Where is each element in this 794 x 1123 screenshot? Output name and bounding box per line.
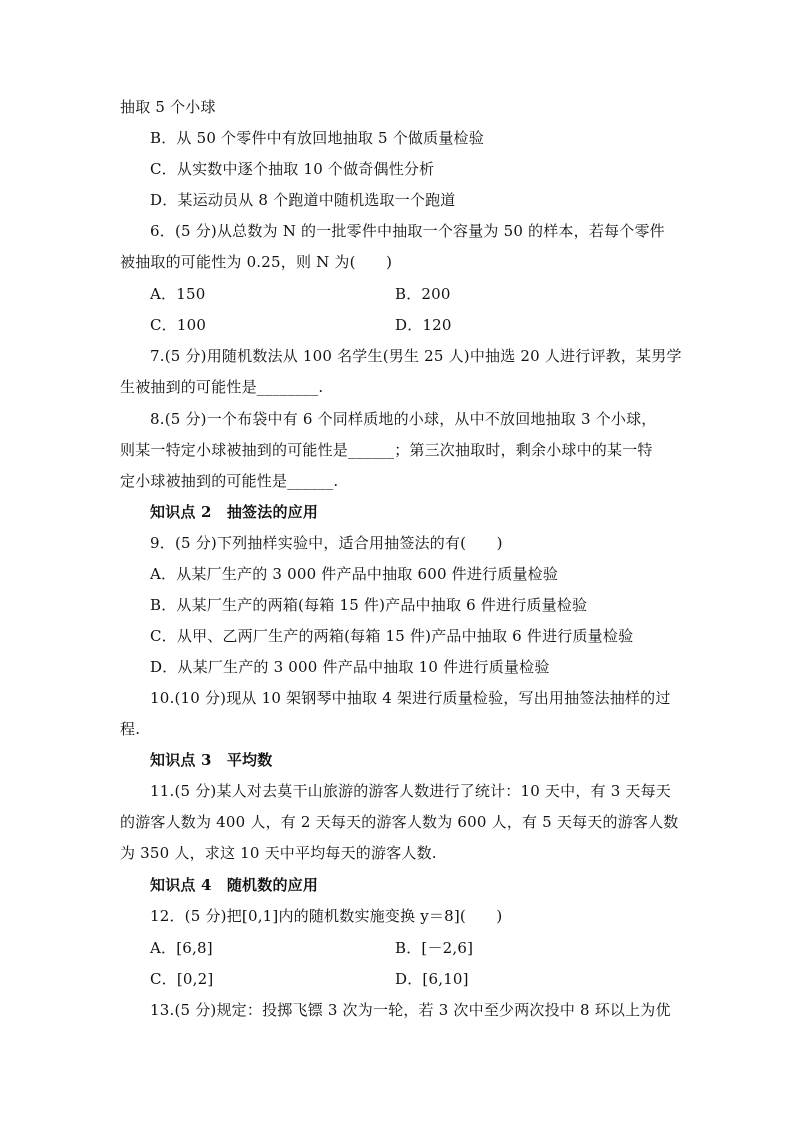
question-7-line: 7.(5 分)用随机数法从 100 名学生(男生 25 人)中抽选 20 人进行评教，某男学 xyxy=(150,347,682,365)
option-line: D．从某厂生产的 3 000 件产品中抽取 10 件进行质量检验 xyxy=(150,658,550,676)
option-line: B．从 50 个零件中有放回地抽取 5 个做质量检验 xyxy=(150,129,484,147)
q12-option-c: C．[0,2] xyxy=(150,970,214,988)
question-7-line: 生被抽到的可能性是________. xyxy=(120,378,324,396)
q12-option-a: A．[6,8] xyxy=(150,939,213,957)
option-line: A．从某厂生产的 3 000 件产品中抽取 600 件进行质量检验 xyxy=(150,565,559,583)
q12-option-d: D．[6,10] xyxy=(395,970,469,988)
text-line: 抽取 5 个小球 xyxy=(120,98,216,116)
question-11-line: 的游客人数为 400 人，有 2 天每天的游客人数为 600 人，有 5 天每天的游客人数 xyxy=(120,813,679,831)
question-12-line: 12．(5 分)把[0,1]内的随机数实施变换 y＝8]( ) xyxy=(150,907,503,925)
option-line: D．某运动员从 8 个跑道中随机选取一个跑道 xyxy=(150,191,456,209)
question-10-line: 10.(10 分)现从 10 架钢琴中抽取 4 架进行质量检验，写出用抽签法抽样的过 xyxy=(150,689,671,707)
question-8-line: 8.(5 分)一个布袋中有 6 个同样质地的小球，从中不放回地抽取 3 个小球， xyxy=(150,410,657,428)
q6-option-d: D．120 xyxy=(395,316,452,334)
section-heading-kp2: 知识点 2 抽签法的应用 xyxy=(150,503,319,521)
q6-option-b: B．200 xyxy=(395,285,451,303)
question-6-line: 被抽取的可能性为 0.25，则 N 为( ) xyxy=(120,253,393,271)
section-heading-kp4: 知识点 4 随机数的应用 xyxy=(150,876,319,894)
question-8-line: 则某一特定小球被抽到的可能性是______；第三次抽取时，剩余小球中的某一特 xyxy=(120,441,653,459)
question-11-line: 11.(5 分)某人对去莫干山旅游的游客人数进行了统计：10 天中，有 3 天每天 xyxy=(150,782,672,800)
question-6-line: 6．(5 分)从总数为 N 的一批零件中抽取一个容量为 50 的样本，若每个零件 xyxy=(150,222,665,240)
option-line: B．从某厂生产的两箱(每箱 15 件)产品中抽取 6 件进行质量检验 xyxy=(150,596,588,614)
question-13-line: 13.(5 分)规定：投掷飞镖 3 次为一轮，若 3 次中至少两次投中 8 环以上为优 xyxy=(150,1001,671,1019)
q6-option-a: A．150 xyxy=(150,285,206,303)
question-10-line: 程. xyxy=(120,720,141,738)
question-9-line: 9．(5 分)下列抽样实验中，适合用抽签法的有( ) xyxy=(150,534,503,552)
q12-option-b: B．[－2,6] xyxy=(395,939,474,957)
option-line: C．从甲、乙两厂生产的两箱(每箱 15 件)产品中抽取 6 件进行质量检验 xyxy=(150,627,634,645)
option-line: C．从实数中逐个抽取 10 个做奇偶性分析 xyxy=(150,160,435,178)
section-heading-kp3: 知识点 3 平均数 xyxy=(150,751,273,769)
q6-option-c: C．100 xyxy=(150,316,207,334)
question-8-line: 定小球被抽到的可能性是______. xyxy=(120,472,339,490)
question-11-line: 为 350 人，求这 10 天中平均每天的游客人数. xyxy=(120,844,437,862)
